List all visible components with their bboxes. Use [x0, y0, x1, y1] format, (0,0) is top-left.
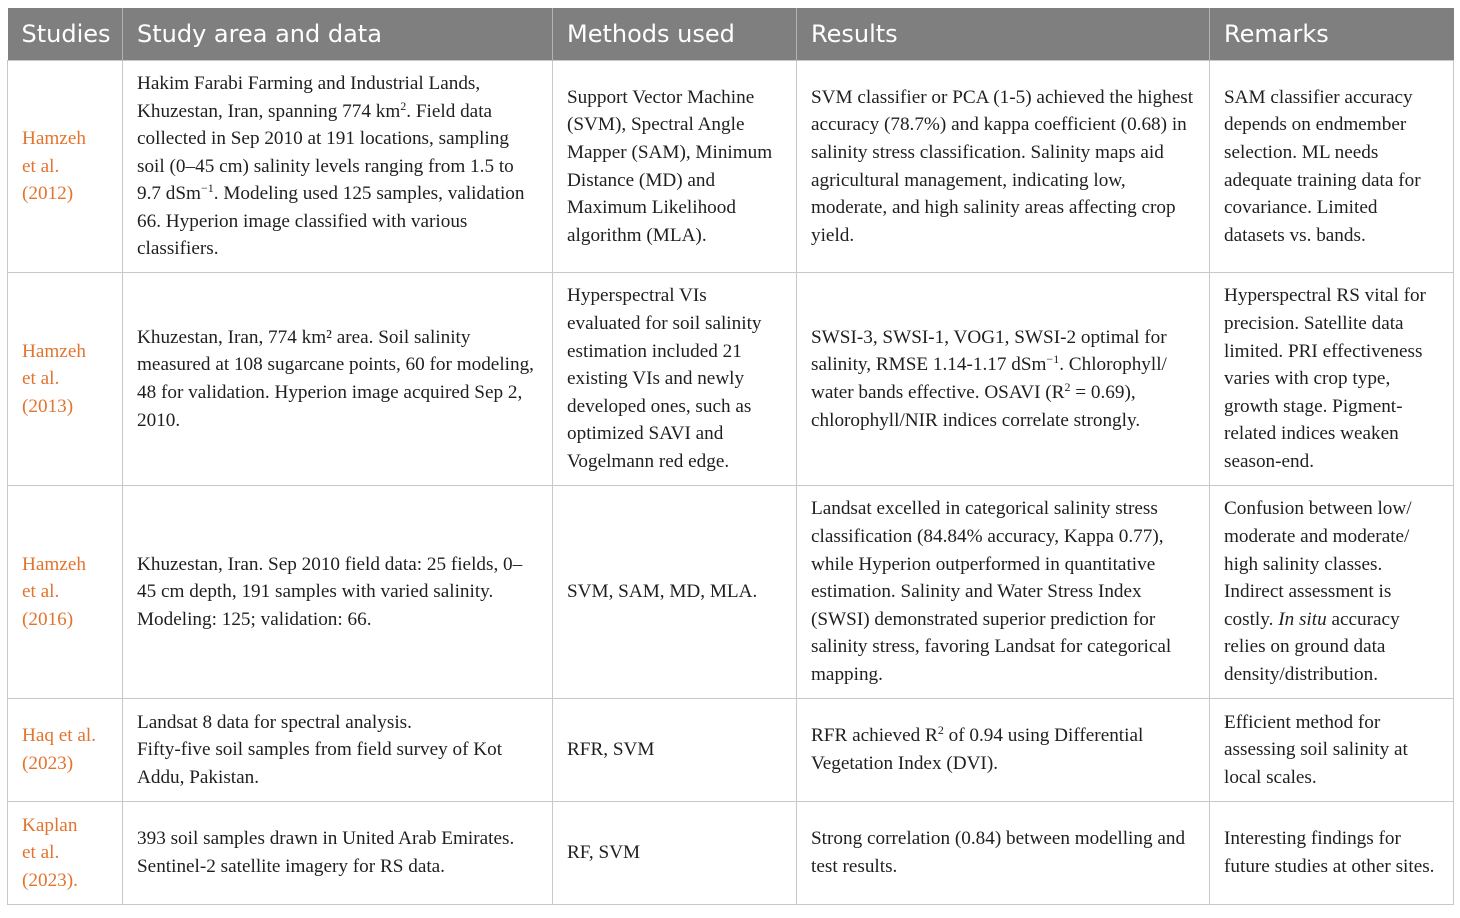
remarks-cell: Confusion between low/ moderate and moderate/ high salinity classes. Indirect assessment is costly. In situ accuracy relies on ground data density/distribution.: [1210, 486, 1454, 699]
table-row: [8, 61, 1454, 273]
header-results: Results: [797, 8, 1210, 61]
results-cell: Landsat excelled in categorical salinity stress classification (84.84% accuracy, Kappa 0.77), while Hyperion outperformed in quantitative estimation. Salinity and Water Stress Index (SWSI) demonstrated superior prediction for salinity stress, favoring Landsat for categorical mapping.: [797, 486, 1210, 699]
study-link[interactable]: Haq et al. (2023): [8, 699, 123, 802]
table-row: [8, 802, 1454, 905]
study-area-cell: Khuzestan, Iran, 774 km² area. Soil salinity measured at 108 sugarcane points, 60 for modeling, 48 for validation. Hyperion image acquired Sep 2, 2010.: [123, 273, 553, 486]
study-area-cell: 393 soil samples drawn in United Arab Emirates. Sentinel-2 satellite imagery for RS data.: [123, 802, 553, 905]
results-cell: RFR achieved $R^2$ of 0.94 using Differential Vegetation Index (DVI).: [797, 699, 1210, 802]
methods-cell: Support Vector Machine (SVM), Spectral Angle Mapper (SAM), Minimum Distance (MD) and Maximum Likelihood algorithm (MLA).: [553, 61, 797, 273]
remarks-cell: Interesting findings for future studies at other sites.: [1210, 802, 1454, 905]
methods-cell: SVM, SAM, MD, MLA.: [553, 486, 797, 699]
remarks-cell: Efficient method for assessing soil salinity at local scales.: [1210, 699, 1454, 802]
remarks-cell: SAM classifier accuracy depends on endmember selection. ML needs adequate training data for covariance. Limited datasets vs. bands.: [1210, 61, 1454, 273]
table-row: [8, 273, 1454, 486]
results-cell: SVM classifier or PCA (1-5) achieved the highest accuracy (78.7%) and kappa coefficient (0.68) in salinity stress classification. Salinity maps aid agricultural management, indicating low, moderate, and high salinity areas affecting crop yield.: [797, 61, 1210, 273]
studies-table-container: [7, 8, 1453, 905]
methods-cell: Hyperspectral VIs evaluated for soil salinity estimation included 21 existing VIs and newly developed ones, such as optimized SAVI and Vogelmann red edge.: [553, 273, 797, 486]
header-methods: Methods used: [553, 8, 797, 61]
study-area-cell: Landsat 8 data for spectral analysis. Fifty-five soil samples from field survey of Kot Addu, Pakistan.: [123, 699, 553, 802]
header-study-area: Study area and data: [123, 8, 553, 61]
header-studies: Studies: [8, 8, 123, 61]
header-row: [8, 8, 1454, 61]
study-link[interactable]: Hamzeh et al. (2016): [8, 486, 123, 699]
results-cell: SWSI-3, SWSI-1, VOG1, SWSI-2 optimal for salinity, RMSE 1.14-1.17 dSm$^{-1}$. Chlorophyll/ water bands effective. OSAVI $(R^2 = 0.69)$, chlorophyll/NIR indices correlate strongly.: [797, 273, 1210, 486]
study-link[interactable]: Hamzeh et al. (2013): [8, 273, 123, 486]
study-link[interactable]: Kaplan et al. (2023).: [8, 802, 123, 905]
studies-table: [7, 8, 1454, 905]
remarks-cell: Hyperspectral RS vital for precision. Satellite data limited. PRI effectiveness varies with crop type, growth stage. Pigment-related indices weaken season-end.: [1210, 273, 1454, 486]
study-link[interactable]: Hamzeh et al. (2012): [8, 61, 123, 273]
table-row: [8, 486, 1454, 699]
study-area-cell: Khuzestan, Iran. Sep 2010 field data: 25 fields, 0–45 cm depth, 191 samples with varied salinity. Modeling: 125; validation: 66.: [123, 486, 553, 699]
table-row: [8, 699, 1454, 802]
study-area-cell: Hakim Farabi Farming and Industrial Lands, Khuzestan, Iran, spanning 774 $km^2$. Field data collected in Sep 2010 at 191 locations, sampling soil (0–45 cm) salinity levels ranging from 1.5 to 9.7 dSm$^{-1}$. Modeling used 125 samples, validation 66. Hyperion image classified with various classifiers.: [123, 61, 553, 273]
methods-cell: RFR, SVM: [553, 699, 797, 802]
results-cell: Strong correlation (0.84) between modelling and test results.: [797, 802, 1210, 905]
header-remarks: Remarks: [1210, 8, 1454, 61]
methods-cell: RF, SVM: [553, 802, 797, 905]
